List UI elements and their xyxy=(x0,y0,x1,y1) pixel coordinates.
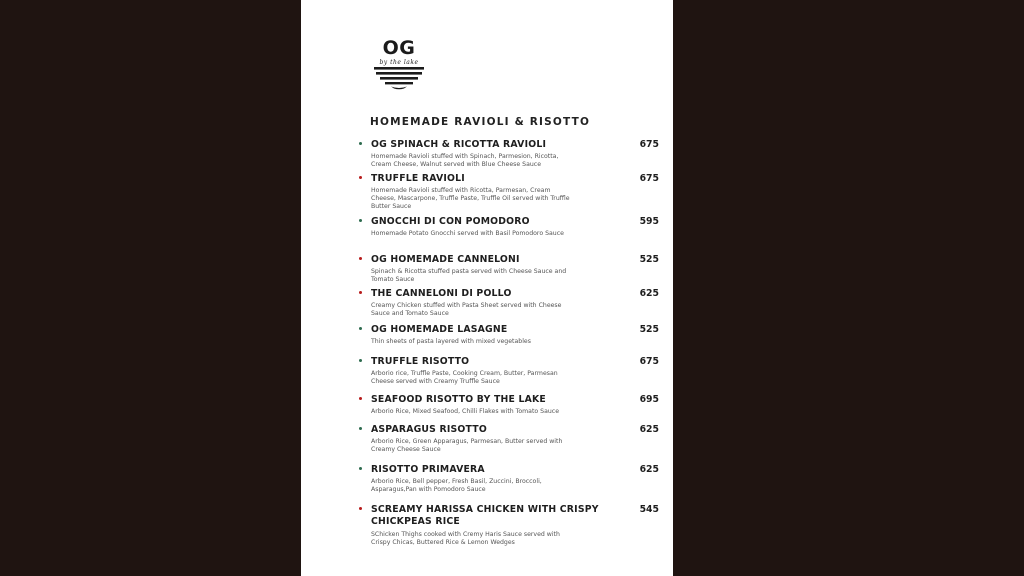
menu-item-price: 675 xyxy=(639,356,659,367)
menu-item-price: 525 xyxy=(639,324,659,335)
menu-item-price: 625 xyxy=(639,288,659,299)
menu-page xyxy=(301,0,673,576)
bullet-dot-icon xyxy=(359,176,362,179)
menu-item-description: Homemade Ravioli stuffed with Ricotta, Parmesan, Cream Cheese, Mascarpone, Truffle Paste, Truffle Oil served with Truffle Butter Sauce xyxy=(371,187,570,211)
menu-item-name: TRUFFLE RAVIOLI xyxy=(371,173,465,184)
menu-item-name: TRUFFLE RISOTTO xyxy=(371,356,470,367)
menu-item-description: Arborio rice, Truffle Paste, Cooking Cream, Butter, Parmesan Cheese served with Creamy Truffle Sauce xyxy=(371,370,558,386)
menu-item-price: 695 xyxy=(639,394,659,405)
menu-item-description: Thin sheets of pasta layered with mixed vegetables xyxy=(371,338,531,345)
bullet-dot-icon xyxy=(359,219,362,222)
bullet-dot-icon xyxy=(359,397,362,400)
bullet-dot-icon xyxy=(359,467,362,470)
bullet-dot-icon xyxy=(359,327,362,330)
bullet-dot-icon xyxy=(359,507,362,510)
menu-item-price: 525 xyxy=(639,254,659,265)
restaurant-logo xyxy=(369,38,429,94)
menu-item-name: SCREAMY HARISSA CHICKEN WITH CRISPY CHICKPEAS RICE xyxy=(371,504,599,527)
bullet-dot-icon xyxy=(359,257,362,260)
logo-tagline: by the lake xyxy=(379,59,419,66)
bullet-dot-icon xyxy=(359,359,362,362)
logo-mark: OG xyxy=(382,37,416,59)
menu-item-price: 675 xyxy=(639,173,659,184)
menu-item-price: 625 xyxy=(639,424,659,435)
bullet-dot-icon xyxy=(359,427,362,430)
menu-item-description: Spinach & Ricotta stuffed pasta served with Cheese Sauce and Tomato Sauce xyxy=(371,268,567,284)
lake-waves-icon xyxy=(371,64,427,92)
section-title: HOMEMADE RAVIOLI & RISOTTO xyxy=(370,116,591,128)
menu-item-description: Homemade Ravioli stuffed with Spinach, Parmesion, Ricotta, Cream Cheese, Walnut served with Blue Cheese Sauce xyxy=(371,153,559,169)
menu-item-description: Arborio Rice, Green Apparagus, Parmesan, Butter served with Creamy Cheese Sauce xyxy=(371,438,563,454)
menu-item-description: Arborio Rice, Mixed Seafood, Chilli Flakes with Tomato Sauce xyxy=(371,408,559,415)
menu-item-name: OG HOMEMADE LASAGNE xyxy=(371,324,508,335)
menu-item-price: 595 xyxy=(639,216,659,227)
menu-item-name: RISOTTO PRIMAVERA xyxy=(371,464,485,475)
menu-item-description: Arborio Rice, Bell pepper, Fresh Basil, Zuccini, Broccoli, Asparagus,Pan with Pomodoro Sauce xyxy=(371,478,542,494)
menu-item-name: THE CANNELONI DI POLLO xyxy=(371,288,512,299)
bullet-dot-icon xyxy=(359,291,362,294)
menu-item-name: GNOCCHI DI CON POMODORO xyxy=(371,216,530,227)
menu-item-price: 625 xyxy=(639,464,659,475)
menu-item-description: SChicken Thighs cooked with Cremy Haris Sauce served with Crispy Chicas, Buttered Rice & Lemon Wedges xyxy=(371,531,560,547)
menu-item-name: ASPARAGUS RISOTTO xyxy=(371,424,487,435)
menu-item-description: Homemade Potato Gnocchi served with Basil Pomodoro Sauce xyxy=(371,230,564,237)
menu-item-description: Creamy Chicken stuffed with Pasta Sheet served with Cheese Sauce and Tomato Sauce xyxy=(371,302,562,318)
menu-item-name: OG SPINACH & RICOTTA RAVIOLI xyxy=(371,139,547,150)
menu-item-price: 545 xyxy=(639,504,659,515)
menu-item-name: SEAFOOD RISOTTO BY THE LAKE xyxy=(371,394,546,405)
menu-item-price: 675 xyxy=(639,139,659,150)
menu-item-name: OG HOMEMADE CANNELONI xyxy=(371,254,520,265)
bullet-dot-icon xyxy=(359,142,362,145)
